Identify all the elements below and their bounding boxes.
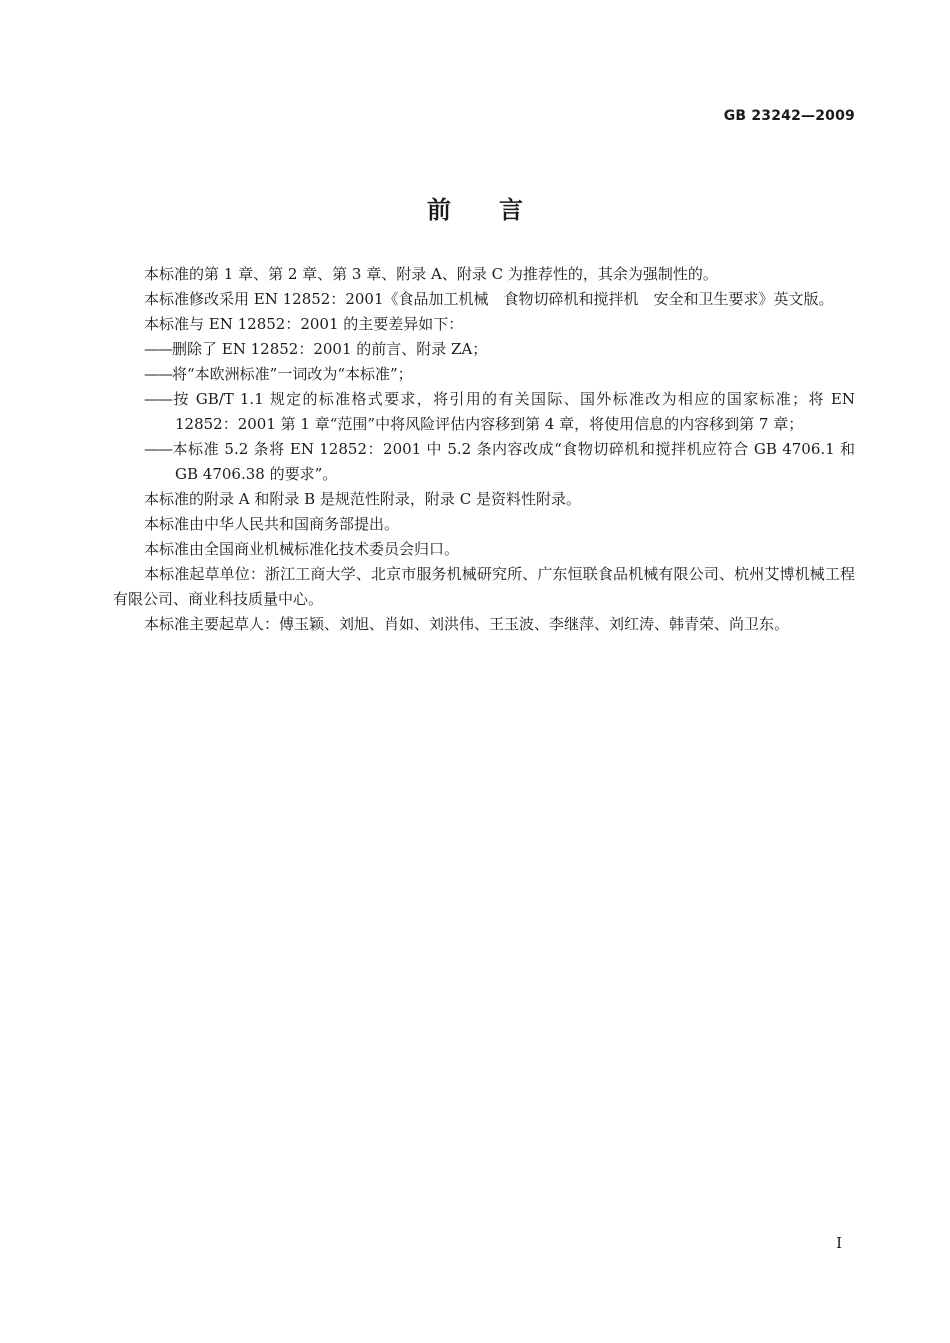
paragraph-adoption: 本标准修改采用 EN 12852：2001《食品加工机械 食物切碎机和搅拌机 安全和卫生要求》英文版。 <box>144 290 834 308</box>
foreword-body <box>113 262 855 637</box>
dash-mark: —— <box>144 365 172 383</box>
paragraph-committee: 本标准由全国商业机械标准化技术委员会归口。 <box>144 540 460 558</box>
paragraph-proposer: 本标准由中华人民共和国商务部提出。 <box>144 515 400 533</box>
list-item-text: 按 GB/T 1.1 规定的标准格式要求，将引用的有关国际、国外标准改为相应的国家标准；将 EN 12852：2001 第 1 章“范围”中将风险评估内容移到第 4 章，将使用信息的内容移到第 7 章； <box>172 390 855 433</box>
page-title: 前言 <box>427 196 571 224</box>
list-item <box>113 337 855 362</box>
dash-mark: —— <box>144 440 172 458</box>
dash-mark: —— <box>144 340 172 358</box>
dash-mark: —— <box>144 390 172 408</box>
paragraph-drafting-units: 本标准起草单位：浙江工商大学、北京市服务机械研究所、广东恒联食品机械有限公司、杭州艾博机械工程有限公司、商业科技质量中心。 <box>113 565 855 608</box>
paragraph-drafters: 本标准主要起草人：傅玉颖、刘旭、肖如、刘洪伟、王玉波、李继萍、刘红涛、韩青荣、尚卫东。 <box>144 615 790 633</box>
list-item <box>113 387 855 437</box>
list-item-text: 将“本欧洲标准”一词改为“本标准”； <box>172 365 413 383</box>
page-number: I <box>836 1234 842 1252</box>
standard-code: GB 23242—2009 <box>723 108 855 124</box>
paragraph-annexes: 本标准的附录 A 和附录 B 是规范性附录，附录 C 是资料性附录。 <box>144 490 581 508</box>
paragraph-scope: 本标准的第 1 章、第 2 章、第 3 章、附录 A、附录 C 为推荐性的，其余为强制性的。 <box>144 265 718 283</box>
list-item-text: 删除了 EN 12852：2001 的前言、附录 ZA； <box>172 340 488 358</box>
list-item-text: 本标准 5.2 条将 EN 12852：2001 中 5.2 条内容改成“食物切碎机和搅拌机应符合 GB 4706.1 和 GB 4706.38 的要求”。 <box>172 440 855 483</box>
paragraph-differences: 本标准与 EN 12852：2001 的主要差异如下： <box>144 315 464 333</box>
list-item <box>113 437 855 487</box>
list-item <box>113 362 855 387</box>
